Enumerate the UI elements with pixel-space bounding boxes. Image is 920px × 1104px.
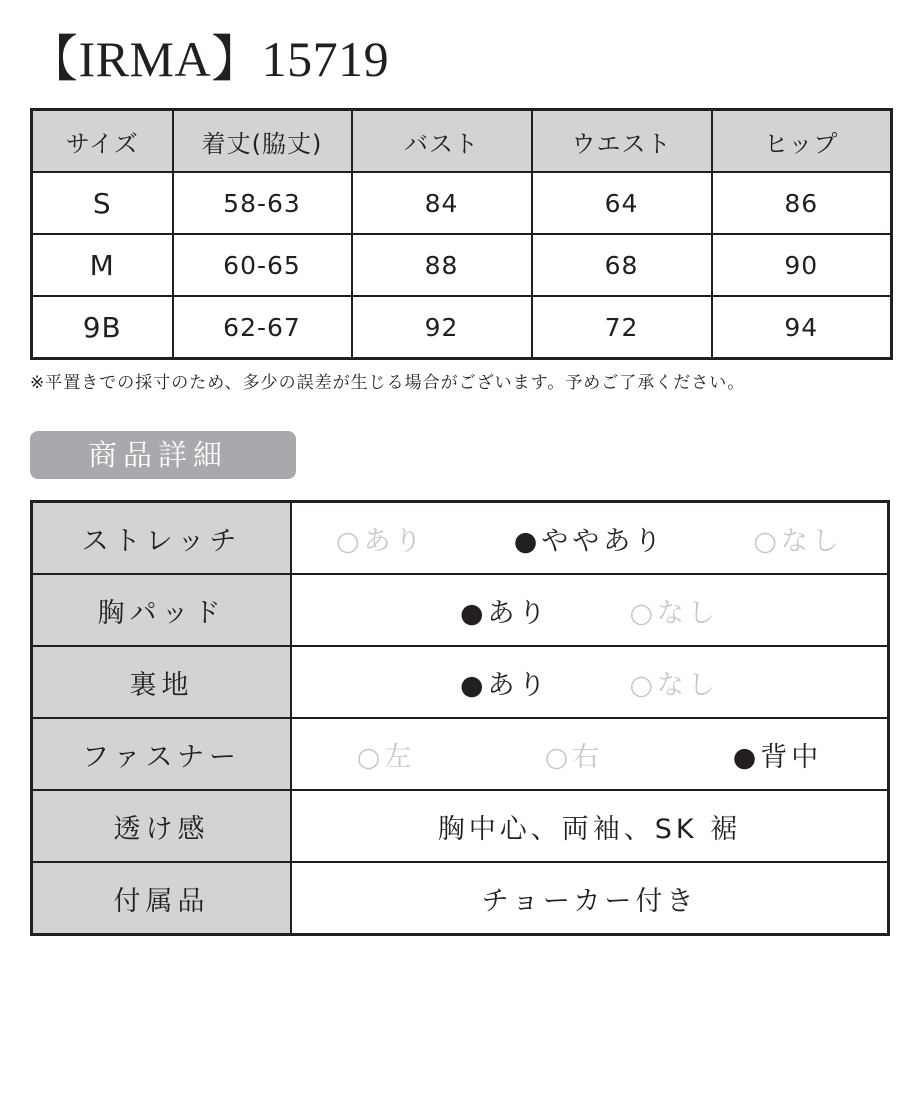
option-group (292, 719, 887, 789)
header-length: 着丈(脇丈) (173, 110, 352, 173)
size-cell: 9B (32, 296, 173, 359)
option-item: ○なし (753, 525, 843, 557)
hip-cell: 86 (712, 172, 892, 234)
header-hip: ヒップ (712, 110, 892, 173)
option-item: ●あり (459, 597, 550, 629)
detail-row-bust-pad (32, 574, 889, 646)
size-table (30, 108, 893, 360)
detail-label: 付属品 (32, 862, 292, 935)
bust-cell: 88 (352, 234, 532, 296)
detail-label: ストレッチ (32, 502, 292, 575)
detail-row-stretch (32, 502, 889, 575)
bust-cell: 84 (352, 172, 532, 234)
table-row (32, 234, 892, 296)
header-waist: ウエスト (532, 110, 712, 173)
waist-cell: 64 (532, 172, 712, 234)
length-cell: 62-67 (173, 296, 352, 359)
header-size: サイズ (32, 110, 173, 173)
table-row (32, 296, 892, 359)
table-row (32, 172, 892, 234)
detail-label: 裏地 (32, 646, 292, 718)
waist-cell: 72 (532, 296, 712, 359)
size-table-header-row (32, 110, 892, 173)
detail-row-zipper (32, 718, 889, 790)
option-group (292, 503, 887, 573)
detail-options (291, 646, 889, 718)
option-group (292, 575, 887, 645)
option-item: ●あり (459, 669, 550, 701)
detail-options (291, 574, 889, 646)
bust-cell: 92 (352, 296, 532, 359)
waist-cell: 68 (532, 234, 712, 296)
detail-row-accessories (32, 862, 889, 935)
option-item: ○左 (356, 741, 416, 773)
detail-row-sheerness (32, 790, 889, 862)
hip-cell: 94 (712, 296, 892, 359)
size-cell: M (32, 234, 173, 296)
length-cell: 60-65 (173, 234, 352, 296)
size-cell: S (32, 172, 173, 234)
option-item: ○なし (629, 597, 720, 629)
detail-label: 胸パッド (32, 574, 292, 646)
measurement-note: ※平置きでの採寸のため、多少の誤差が生じる場合がございます。予めご了承ください。 (30, 373, 746, 393)
detail-row-lining (32, 646, 889, 718)
option-item: ●ややあり (513, 525, 666, 557)
detail-value: チョーカー付き (291, 862, 889, 935)
detail-value: 胸中心、両袖、SK 裾 (291, 790, 889, 862)
option-item: ●背中 (732, 741, 823, 773)
detail-options (291, 502, 889, 575)
option-item: ○なし (629, 669, 720, 701)
detail-table (30, 500, 890, 936)
detail-options (291, 718, 889, 790)
option-item: ○あり (336, 525, 426, 557)
product-title: 【IRMA】15719 (28, 31, 390, 87)
option-item: ○右 (544, 741, 604, 773)
detail-label: ファスナー (32, 718, 292, 790)
header-bust: バスト (352, 110, 532, 173)
section-title-badge: 商品詳細 (30, 431, 296, 479)
hip-cell: 90 (712, 234, 892, 296)
detail-label: 透け感 (32, 790, 292, 862)
option-group (292, 647, 887, 717)
length-cell: 58-63 (173, 172, 352, 234)
